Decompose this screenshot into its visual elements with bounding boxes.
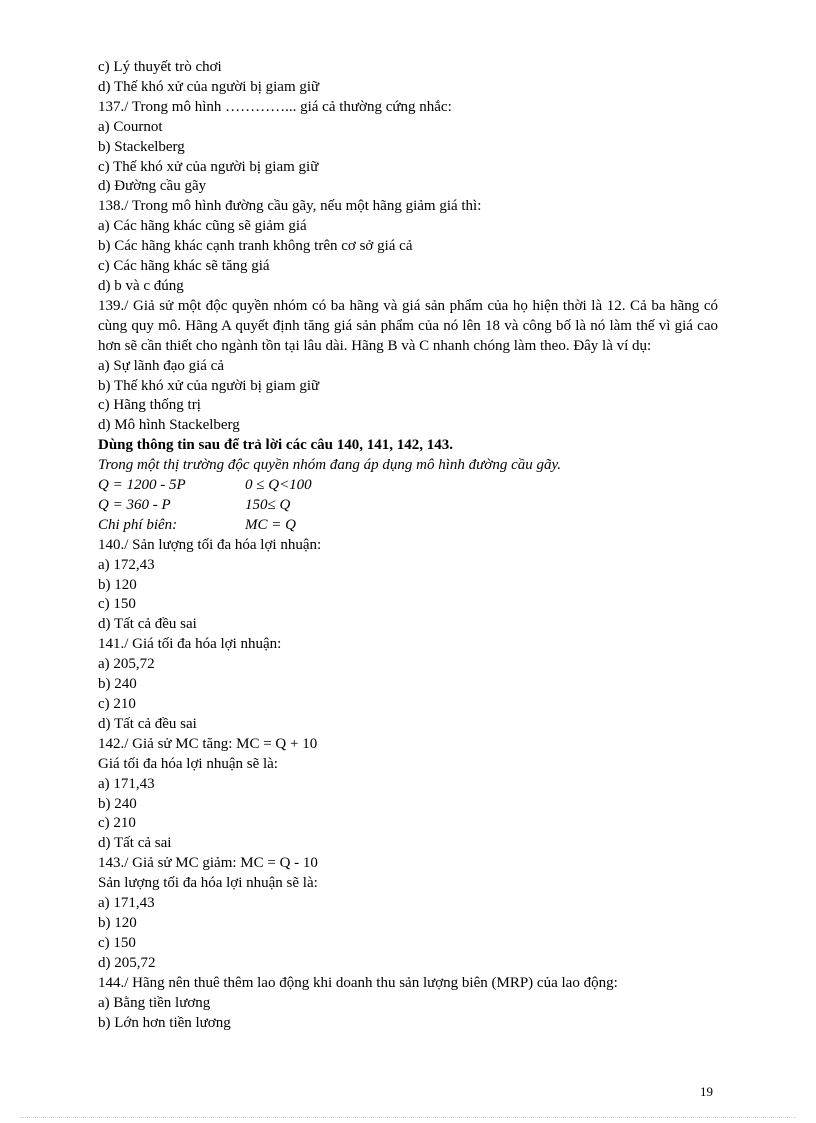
equation-left: Q = 1200 - 5P [98,477,186,494]
text-line: c) 210 [98,815,136,832]
equation-block [98,476,718,536]
text-line: a) 172,43 [98,556,155,573]
answer-option: c) Hãng thống trị [98,397,201,414]
text-line: b) Các hãng khác cạnh tranh không trên cơ sở giá cả [98,238,413,255]
info-heading: Dùng thông tin sau để trả lời các câu 140, 141, 142, 143. [98,437,453,454]
text-line: c) 150 [98,596,136,613]
question-139-options [98,357,718,437]
text-line: 137./ Trong mô hình …………... giá cả thường cứng nhắc: [98,98,452,115]
text-line: d) Đường cầu gãy [98,178,207,195]
text-line: b) 240 [98,676,137,693]
text-line: Sản lượng tối đa hóa lợi nhuận sẽ là: [98,875,318,892]
text-line: d) Tất cả đều sai [98,616,197,633]
text-line: c) 210 [98,696,136,712]
text-line: Giá tối đa hóa lợi nhuận sẽ là: [98,755,278,772]
text-line: 143./ Giả sử MC giảm: MC = Q - 10 [98,855,318,872]
page-content [98,58,718,1033]
text-line: a) 171,43 [98,775,155,792]
equation-left: Q = 360 - P [98,496,171,513]
equation-right: MC = Q [245,516,296,533]
equation-right: 150≤ Q [245,496,291,513]
text-line: c) Các hãng khác sẽ tăng giá [98,258,270,275]
text-line: c) 150 [98,934,136,951]
text-line: d) Thế khó xử của người bị giam giữ [98,78,320,95]
answer-option: b) Thế khó xử của người bị giam giữ [98,377,320,394]
text-line: c) Thế khó xử của người bị giam giữ [98,158,319,175]
answer-option: a) Sự lãnh đạo giá cả [98,357,224,374]
page-number: 19 [700,1084,713,1099]
text-line: a) 205,72 [98,656,155,673]
text-line: c) Lý thuyết trò chơi [98,59,222,75]
answer-option: d) Mô hình Stackelberg [98,417,240,434]
equation-right: 0 ≤ Q<100 [245,477,312,494]
text-line: a) Bằng tiền lương [98,994,211,1011]
text-line: b) 120 [98,576,137,593]
question-block-140-144 [98,536,718,1034]
text-line: 140./ Sản lượng tối đa hóa lợi nhuận: [98,536,322,553]
text-line: d) 205,72 [98,954,156,971]
text-line: 141./ Giá tối đa hóa lợi nhuận: [98,636,282,653]
question-139-stem: 139./ Giả sử một độc quyền nhóm có ba hãng và giá sản phẩm của họ hiện thời là 12. Cả ba hãng có cùng quy mô. Hãng A quyết định tăng giá sản phẩm của nó lên 18 và công bố là nó làm thế vì giá cao hơn sẽ cần thiết cho ngành tồn tại lâu dài. Hãng B và C nhanh chóng làm theo. Đây là ví dụ: [98,297,718,354]
info-intro: Trong một thị trường độc quyền nhóm đang áp dụng mô hình đường cầu gãy. [98,457,562,474]
text-line: a) Các hãng khác cũng sẽ giảm giá [98,218,307,235]
text-line: 138./ Trong mô hình đường cầu gãy, nếu một hãng giảm giá thì: [98,198,482,215]
equation-row [98,476,718,496]
text-line: b) 120 [98,914,137,931]
text-line: b) 240 [98,795,137,812]
text-line: a) 171,43 [98,895,155,912]
bottom-divider [20,1117,796,1118]
equation-row [98,496,718,516]
text-line: d) Tất cả sai [98,835,172,852]
question-block-136-138 [98,58,718,297]
text-line: d) b và c đúng [98,277,184,294]
equation-row [98,516,718,536]
text-line: b) Stackelberg [98,138,185,155]
text-line: 142./ Giả sử MC tăng: MC = Q + 10 [98,735,318,752]
text-line: d) Tất cả đều sai [98,715,197,732]
text-line: b) Lớn hơn tiền lương [98,1014,231,1031]
text-line: a) Cournot [98,118,163,135]
text-line: 144./ Hãng nên thuê thêm lao động khi doanh thu sản lượng biên (MRP) của lao động: [98,974,618,991]
equation-left: Chi phí biên: [98,516,178,533]
